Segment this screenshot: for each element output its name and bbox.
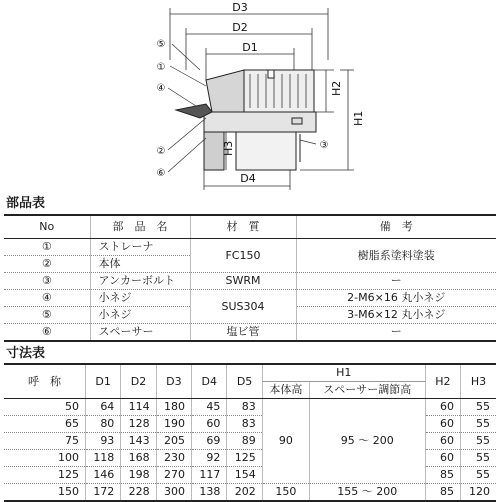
nominal-cell: 125 [4,467,85,484]
header-d2: D2 [121,364,156,399]
part-material: 塩ビ管 [190,324,296,342]
header-no: No [4,215,90,239]
d1-cell: 80 [85,416,120,433]
d4-cell: 69 [192,433,227,450]
header-h1-spacer: スペーサー調節高 [309,382,425,399]
label-d3: D3 [232,1,248,14]
nominal-cell: 150 [57,485,79,498]
d1-cell: 93 [85,433,120,450]
dims-table-title: 寸法表 [6,346,46,361]
callout-4: ④ [156,83,166,94]
h3-cell: 120 [461,484,496,502]
table-row [4,273,496,290]
d3-cell: 190 [156,416,191,433]
d5-cell: 89 [227,433,262,450]
part-note: ー [296,273,496,290]
table-row [4,239,496,256]
part-no: ③ [4,273,90,290]
header-d1: D1 [85,364,120,399]
d5-cell: 202 [227,484,262,502]
part-name: アンカーボルト [90,273,190,290]
d5-cell: 83 [227,399,262,416]
part-name: ストレーナ [90,239,190,256]
d2-cell: 143 [121,433,156,450]
part-material: SUS304 [190,290,296,324]
h2-cell: 60 [425,416,460,433]
h2-cell: 85 [425,467,460,484]
h1-spacer-cell: 155 ～ 200 [309,484,425,502]
d3-cell: 180 [156,399,191,416]
table-header-row [4,215,496,239]
h2-cell: 60 [425,399,460,416]
part-no: ④ [4,290,90,307]
h3-cell: 55 [461,416,496,433]
callout-3: ③ [319,140,329,151]
label-d2: D2 [232,21,248,34]
part-no: ⑤ [4,307,90,324]
drain-cross-section-drawing [0,0,500,192]
drain-body [176,70,316,170]
header-d4: D4 [192,364,227,399]
part-no: ⑥ [41,325,52,338]
part-material: SWRM [190,273,296,290]
label-h2: H2 [330,80,343,96]
label-h3: H3 [222,140,235,156]
label-d4: D4 [240,172,256,185]
callout-2: ② [156,146,166,157]
table-header-row [4,364,496,382]
d3-cell: 300 [156,484,191,502]
d5-cell: 125 [227,450,262,467]
header-h3: H3 [461,364,496,399]
parts-table [4,214,496,342]
dims-table [4,363,496,502]
d1-cell: 64 [85,399,120,416]
d3-cell: 205 [156,433,191,450]
d3-cell: 270 [156,467,191,484]
d2-cell: 128 [121,416,156,433]
table-row [4,290,496,307]
table-row [4,324,496,342]
d5-cell: 154 [227,467,262,484]
nominal-cell: 75 [4,433,85,450]
d2-cell: 198 [121,467,156,484]
part-name: 小ネジ [90,290,190,307]
h3-cell: 55 [461,450,496,467]
d4-cell: 138 [192,484,227,502]
h2-cell: 60 [425,450,460,467]
d3-cell: 230 [156,450,191,467]
part-name: 本体 [90,256,190,273]
label-d1: D1 [242,41,258,54]
header-h1: H1 [262,364,425,382]
callout-5: ⑤ [156,39,166,50]
h2-cell: 60 [425,433,460,450]
part-name: 小ネジ [90,307,190,324]
part-no: ② [4,256,90,273]
table-row [4,484,496,502]
parts-table-title: 部品表 [6,196,46,211]
d2-cell: 228 [121,484,156,502]
h1-spacer-cell: 95 ～ 200 [309,399,425,484]
h1-body-cell: 90 [262,399,309,484]
part-note: 2-M6×16 丸小ネジ [296,290,496,307]
callout-6: ⑥ [156,168,166,179]
d2-cell: 168 [121,450,156,467]
d4-cell: 92 [192,450,227,467]
part-note: 3-M6×12 丸小ネジ [296,307,496,324]
part-name: スペーサー [90,324,190,342]
part-material: FC150 [190,239,296,273]
table-row [4,399,496,416]
d5-cell: 83 [227,416,262,433]
h3-cell: 55 [461,467,496,484]
header-h2: H2 [425,364,460,399]
h1-body-cell: 150 [262,484,309,502]
nominal-cell: 65 [4,416,85,433]
nominal-cell: 100 [4,450,85,467]
header-name: 部 品 名 [90,215,190,239]
header-note: 備 考 [296,215,496,239]
part-note: 樹脂系塗料塗装 [296,239,496,273]
d4-cell: 45 [192,399,227,416]
h2-cell: 85 [425,484,460,502]
d1-cell: 146 [85,467,120,484]
header-material: 材 質 [190,215,296,239]
d2-cell: 114 [121,399,156,416]
h3-cell: 55 [461,433,496,450]
header-nominal: 呼 称 [4,364,85,399]
part-no: ① [4,239,90,256]
label-h1: H1 [352,110,365,126]
header-h1-body: 本体高 [262,382,309,399]
header-d5: D5 [227,364,262,399]
callout-1: ① [156,62,166,73]
nominal-cell: 50 [4,399,85,416]
part-note: ー [296,324,496,342]
d1-cell: 118 [85,450,120,467]
d4-cell: 117 [192,467,227,484]
h3-cell: 55 [461,399,496,416]
d4-cell: 60 [192,416,227,433]
d1-cell: 172 [85,484,120,502]
header-d3: D3 [156,364,191,399]
